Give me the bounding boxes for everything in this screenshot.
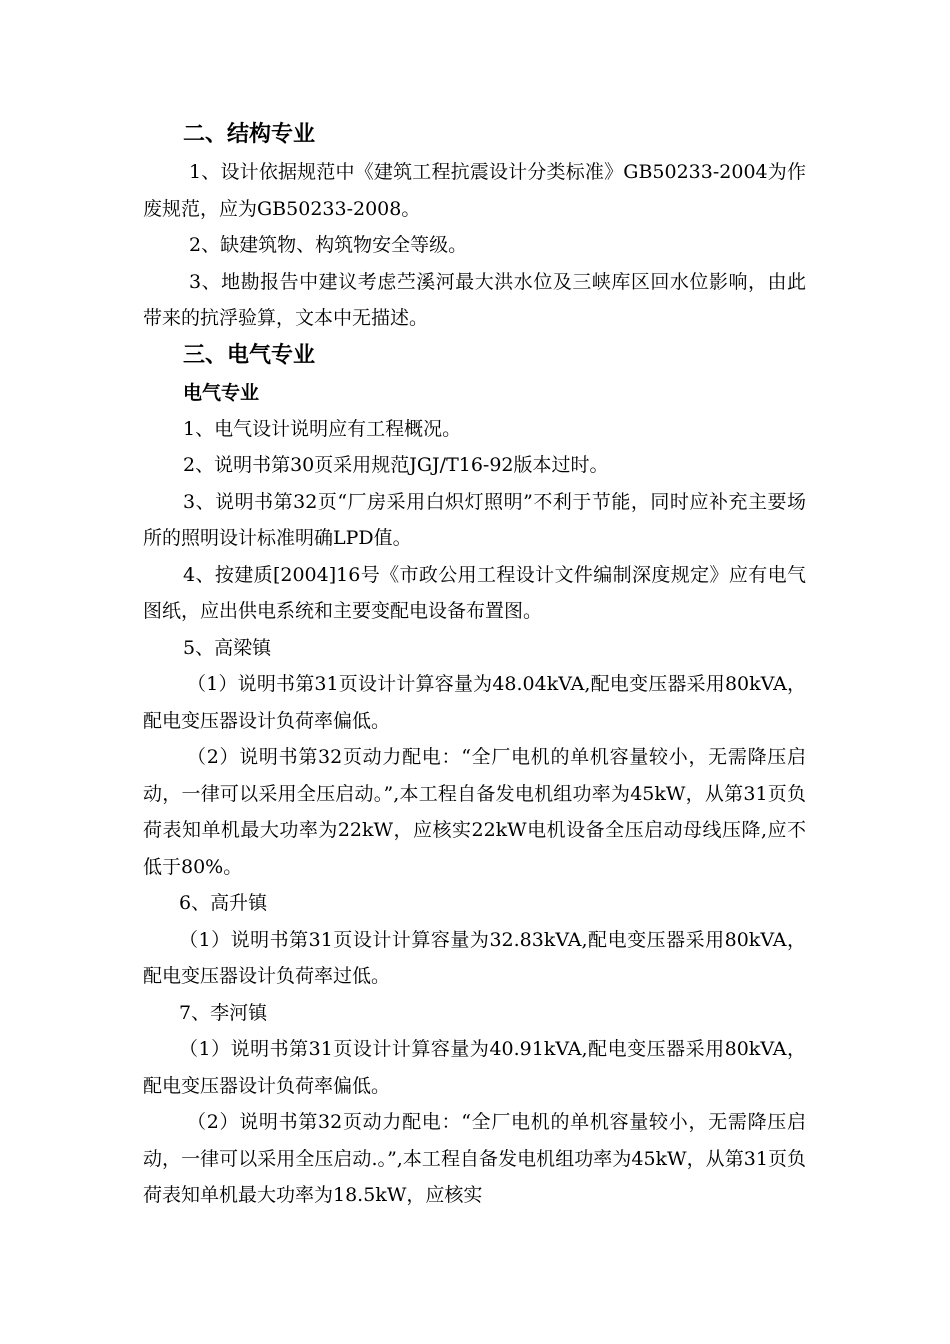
paragraph: 2、说明书第30页采用规范JGJ/T16-92版本过时。 xyxy=(183,454,609,476)
section-heading-structure: 二、结构专业 xyxy=(183,122,316,147)
paragraph: 4、按建质[2004]16号《市政公用工程设计文件编制深度规定》应有电气图纸，应出供电系统和主要变配电设备布置图。 xyxy=(143,563,806,622)
paragraph: （1）说明书第31页设计计算容量为40.91kVA,配电变压器采用80kVA，配电变压器设计负荷率偏低。 xyxy=(143,1038,806,1097)
paragraph: 6、高升镇 xyxy=(179,892,268,914)
paragraph: 1、设计依据规范中《建筑工程抗震设计分类标准》GB50233-2004为作废规范，应为GB50233-2008。 xyxy=(143,161,806,220)
subsection-heading: 电气专业 xyxy=(183,381,260,404)
paragraph: （1）说明书第31页设计计算容量为48.04kVA,配电变压器采用80kVA，配电变压器设计负荷率偏低。 xyxy=(143,673,806,732)
paragraph: 3、说明书第32页“厂房采用白炽灯照明”不利于节能，同时应补充主要场所的照明设计标准明确LPD值。 xyxy=(143,490,806,549)
paragraph: （2）说明书第32页动力配电：“全厂电机的单机容量较小，无需降压启动，一律可以采用全压启动.。”,本工程自备发电机组功率为45kW，从第31页负荷表知单机最大功率为18.5kW，应核实 xyxy=(143,1111,806,1206)
paragraph: 5、高梁镇 xyxy=(183,636,272,659)
paragraph: （2）说明书第32页动力配电：“全厂电机的单机容量较小，无需降压启动，一律可以采用全压启动。”,本工程自备发电机组功率为45kW，从第31页负荷表知单机最大功率为22kW，应核实22kW电机设备全压启动母线压降,应不低于80%。 xyxy=(143,746,806,878)
paragraph: 1、电气设计说明应有工程概况。 xyxy=(183,417,462,440)
document-body xyxy=(143,116,806,1214)
paragraph: 7、李河镇 xyxy=(179,1001,268,1024)
paragraph: 2、缺建筑物、构筑物安全等级。 xyxy=(189,234,468,256)
section-heading-electrical: 三、电气专业 xyxy=(183,342,316,368)
paragraph: 3、地勘报告中建议考虑苎溪河最大洪水位及三峡库区回水位影响，由此带来的抗浮验算，文本中无描述。 xyxy=(143,270,806,329)
paragraph: （1）说明书第31页设计计算容量为32.83kVA,配电变压器采用80kVA，配电变压器设计负荷率过低。 xyxy=(143,928,806,987)
